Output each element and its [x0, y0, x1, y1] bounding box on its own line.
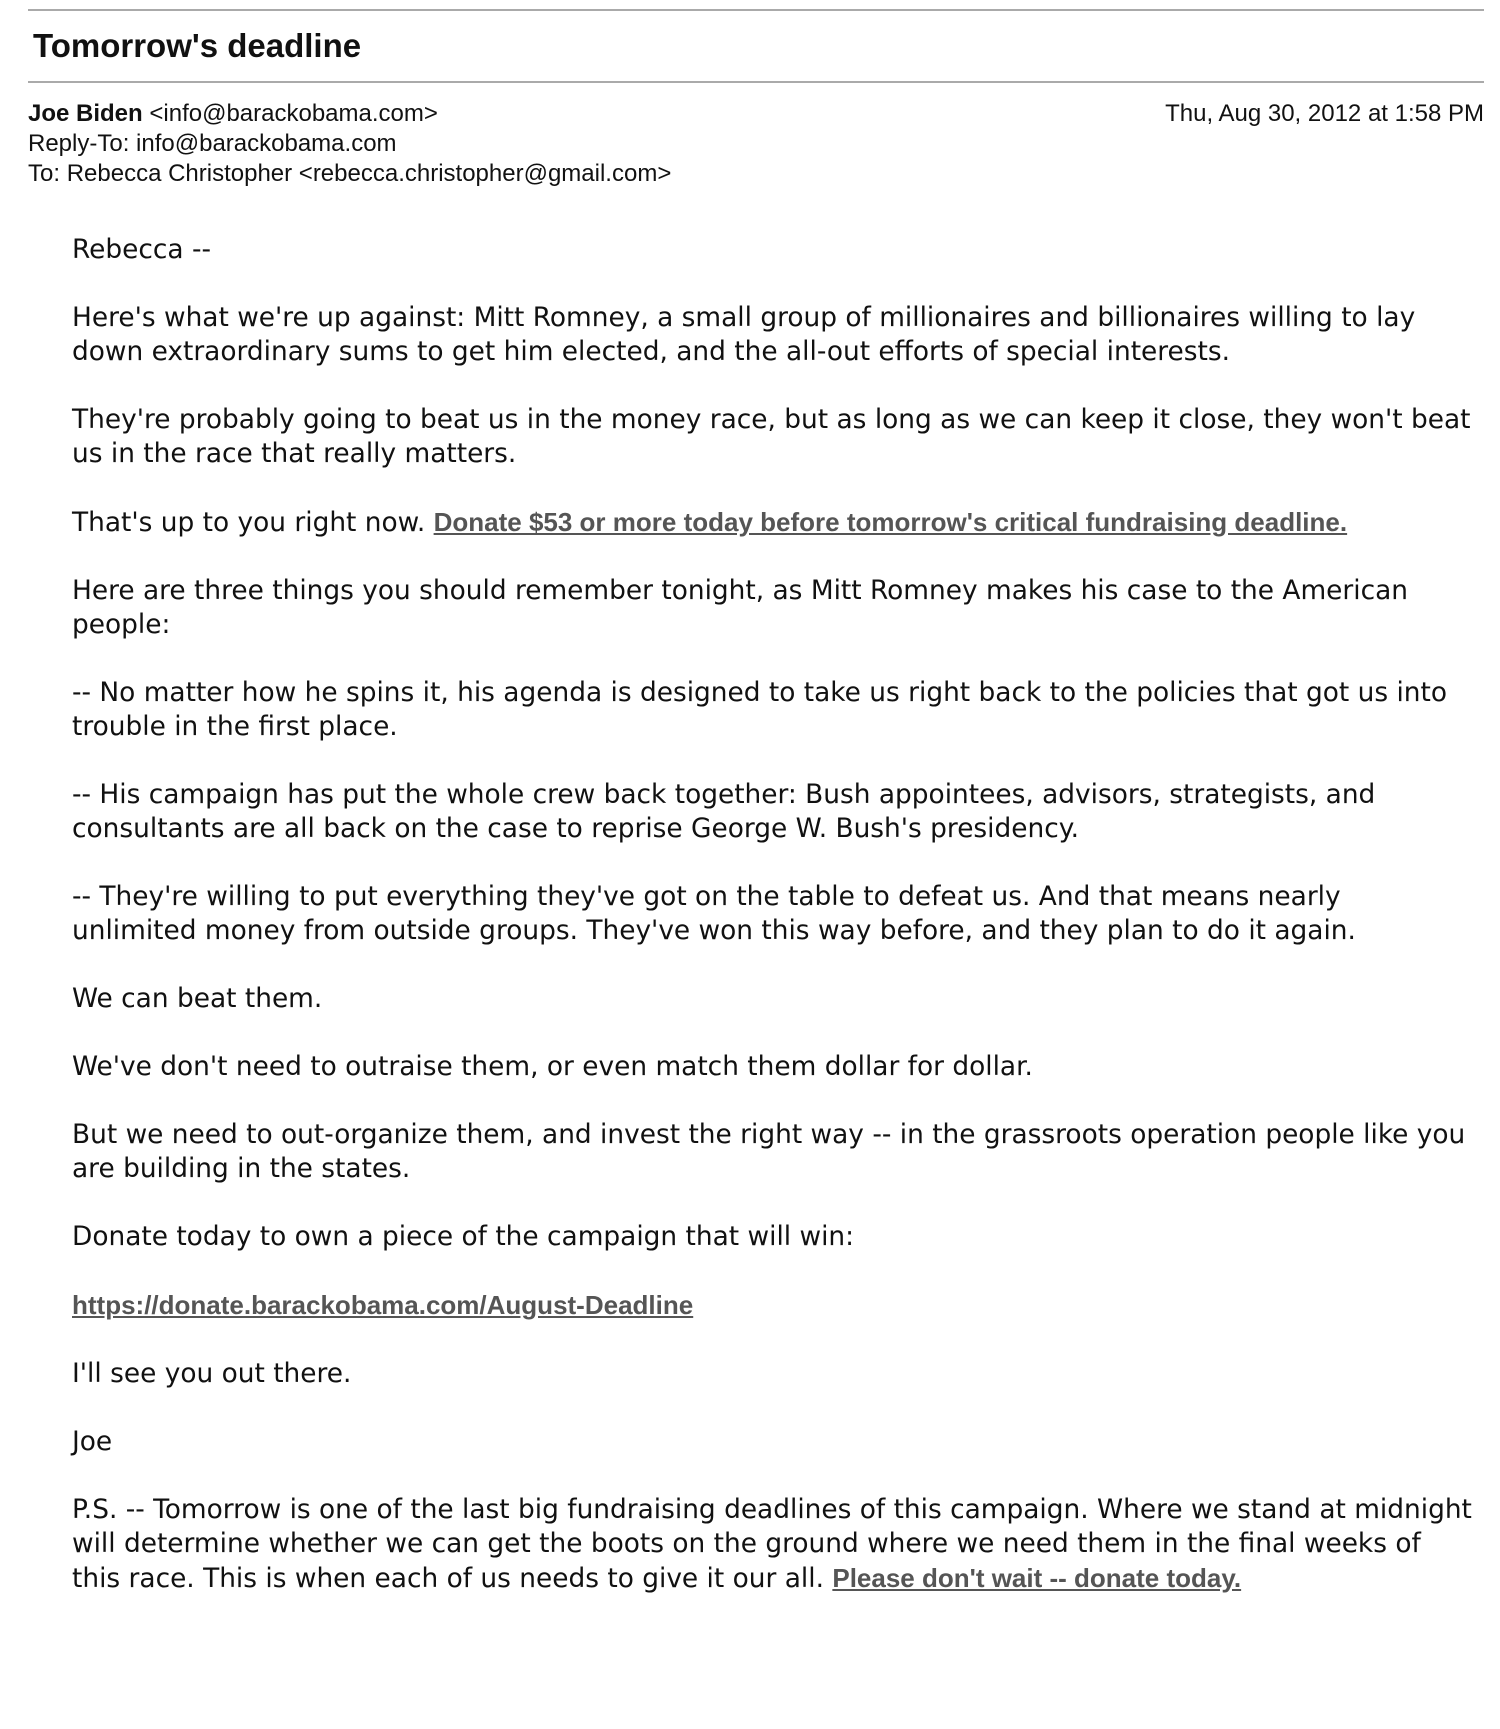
- body-paragraph-7: -- They're willing to put everything they've got on the table to defeat us. And that means nearly unlimited money from outside groups. They've won this way before, and they plan to do it again.: [72, 881, 1356, 946]
- body-paragraph-5: -- No matter how he spins it, his agenda is designed to take us right back to the policies that got us into trouble in the first place.: [72, 677, 1448, 742]
- email-header: [28, 99, 1484, 189]
- body-paragraph-8: We can beat them.: [72, 983, 323, 1014]
- body-paragraph-2: They're probably going to beat us in the money race, but as long as we can keep it close, they won't beat us in the race that really matters.: [72, 404, 1471, 469]
- reply-to-label: Reply-To:: [28, 130, 130, 157]
- greeting: Rebecca --: [72, 234, 212, 265]
- postscript-text: P.S. -- Tomorrow is one of the last big fundraising deadlines of this campaign. Where we stand at midnight will determine whether we can get the boots on the ground where we need them in the final weeks of this race. This is when each of us needs to give it our all.: [72, 1494, 1472, 1594]
- postscript: [72, 1493, 1472, 1596]
- top-divider: [28, 9, 1484, 11]
- body-paragraph-6: -- His campaign has put the whole crew back together: Bush appointees, advisors, strategists, and consultants are all back on the case to reprise George W. Bush's presidency.: [72, 779, 1376, 844]
- body-paragraph-4: Here are three things you should remember tonight, as Mitt Romney makes his case to the American people:: [72, 575, 1408, 640]
- sender-name: Joe Biden: [28, 100, 143, 127]
- body-paragraph-1: Here's what we're up against: Mitt Romney, a small group of millionaires and billionaires willing to lay down extraordinary sums to get him elected, and the all-out efforts of special interests.: [72, 302, 1416, 367]
- body-paragraph-3: [72, 505, 1472, 540]
- email-date: Thu, Aug 30, 2012 at 1:58 PM: [1165, 100, 1484, 127]
- email-subject: Tomorrow's deadline: [33, 27, 362, 64]
- reply-to-line: [28, 129, 1484, 159]
- body-paragraph-11: Donate today to own a piece of the campaign that will win:: [72, 1221, 855, 1252]
- donate-url-link[interactable]: https://donate.barackobama.com/August-Deadline: [72, 1290, 694, 1320]
- body-paragraph-9: We've don't need to outraise them, or even match them dollar for dollar.: [72, 1051, 1033, 1082]
- to-address: Rebecca Christopher <rebecca.christopher@gmail.com>: [66, 160, 672, 187]
- donate-today-link[interactable]: Please don't wait -- donate today.: [832, 1563, 1242, 1593]
- signature: Joe: [72, 1426, 113, 1457]
- donate-url-paragraph: [72, 1288, 1472, 1323]
- reply-to-address: info@barackobama.com: [136, 130, 397, 157]
- donate-53-link[interactable]: Donate $53 or more today before tomorrow's critical fundraising deadline.: [433, 507, 1348, 537]
- subject-divider: [28, 81, 1484, 83]
- sender-email: <info@barackobama.com>: [149, 100, 438, 127]
- body-paragraph-12: I'll see you out there.: [72, 1358, 352, 1389]
- to-label: To:: [28, 160, 61, 187]
- to-line: [28, 159, 1484, 189]
- body-paragraph-10: But we need to out-organize them, and invest the right way -- in the grassroots operation people like you are building in the states.: [72, 1119, 1466, 1184]
- email-body: [72, 233, 1472, 1630]
- paragraph-3-text: That's up to you right now.: [72, 507, 434, 538]
